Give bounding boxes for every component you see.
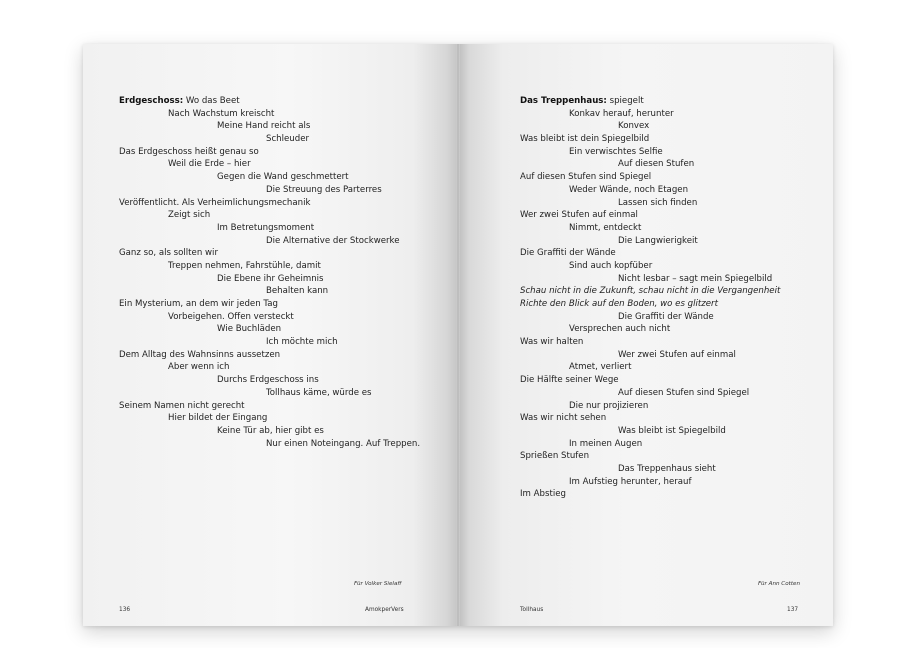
poem-line	[520, 209, 780, 222]
poem-line-text: Aber wenn ich	[168, 362, 230, 373]
poem-line	[119, 146, 420, 159]
poem-line	[520, 488, 780, 501]
open-book	[83, 44, 833, 626]
poem-line-text: Die Graffiti der Wände	[618, 311, 714, 322]
poem-line	[520, 361, 780, 374]
poem-line	[119, 108, 420, 121]
poem-line	[520, 349, 780, 362]
poem-line	[119, 323, 420, 336]
poem-line-text: Die Graffiti der Wände	[520, 248, 616, 259]
poem-line	[520, 222, 780, 235]
section-heading: Das Treppenhaus:	[520, 96, 607, 106]
poem-line	[119, 120, 420, 133]
poem-line-text: Auf diesen Stufen	[618, 159, 695, 170]
poem-line	[520, 425, 780, 438]
poem-line-text: Die nur projizieren	[569, 400, 649, 411]
poem-line	[520, 95, 780, 108]
poem-line-text: Die Ebene ihr Geheimnis	[217, 273, 324, 284]
poem-line	[119, 349, 420, 362]
left-page	[83, 44, 458, 626]
poem-line-text: Wer zwei Stufen auf einmal	[618, 349, 736, 360]
dedication: Für Ann Cotten	[758, 581, 801, 587]
poem-line	[119, 133, 420, 146]
poem-line-text: Schau nicht in die Zukunft, schau nicht in die Vergangenheit	[520, 286, 781, 297]
poem-line-text: Was bleibt ist Spiegelbild	[618, 425, 726, 436]
poem-line-text: Konkav herauf, herunter	[569, 108, 674, 119]
poem-line-text: Die Langwierigkeit	[618, 235, 698, 246]
poem-line-text: Weder Wände, noch Etagen	[569, 184, 689, 195]
poem-line	[119, 197, 420, 210]
poem-line	[520, 412, 780, 425]
poem-line-text: Keine Tür ab, hier gibt es	[217, 425, 324, 436]
poem-line	[520, 438, 780, 451]
poem-line	[119, 361, 420, 374]
poem-line-text: Durchs Erdgeschoss ins	[217, 375, 319, 386]
poem-line	[520, 298, 780, 311]
poem-line-text: Was wir halten	[520, 337, 584, 348]
poem-line	[520, 323, 780, 336]
poem-line	[119, 425, 420, 438]
poem-line-text: Im Aufstieg herunter, herauf	[569, 476, 692, 487]
poem-line-text: Richte den Blick auf den Boden, wo es glitzert	[520, 299, 718, 309]
poem-line-text: Ein Mysterium, an dem wir jeden Tag	[119, 299, 278, 309]
poem-line-text: Dem Alltag des Wahnsinns aussetzen	[119, 349, 281, 360]
poem-line-text: Wie Buchläden	[217, 324, 282, 335]
poem-line-text: Konvex	[618, 121, 650, 132]
poem-line	[119, 235, 420, 248]
poem-line	[520, 197, 780, 210]
poem-line-text: Was wir nicht sehen	[520, 413, 607, 424]
poem-line	[520, 463, 780, 476]
poem-line	[520, 108, 780, 121]
poem-line-text: Die Streuung des Parterres	[266, 184, 382, 195]
poem-line-text: Zeigt sich	[168, 210, 211, 221]
poem-line	[520, 450, 780, 463]
poem-line	[119, 298, 420, 311]
poem-erdgeschoss	[119, 95, 420, 450]
poem-line-text: Die Alternative der Stockwerke	[266, 235, 400, 246]
right-page	[458, 44, 833, 626]
page-number: 136	[119, 607, 131, 613]
poem-treppenhaus	[520, 95, 780, 501]
poem-line-text: Tollhaus käme, würde es	[266, 387, 372, 398]
poem-line-text: Seinem Namen nicht gerecht	[119, 400, 245, 411]
poem-line	[520, 158, 780, 171]
poem-line-text: Nach Wachstum kreischt	[168, 108, 275, 119]
poem-line-text: Nur einen Noteingang. Auf Treppen.	[266, 438, 421, 449]
poem-line	[119, 285, 420, 298]
poem-line-text: Nimmt, entdeckt	[569, 222, 642, 233]
poem-line-text: Lassen sich finden	[618, 197, 698, 208]
poem-line	[520, 120, 780, 133]
poem-line	[119, 311, 420, 324]
poem-line-text: In meinen Augen	[569, 438, 643, 449]
book-spine	[456, 44, 460, 626]
poem-line	[520, 311, 780, 324]
poem-line-text: Gegen die Wand geschmettert	[217, 172, 349, 183]
poem-line-text: Ganz so, als sollten wir	[119, 248, 218, 259]
poem-line-text: Wo das Beet	[183, 96, 240, 106]
poem-line-text: Hier bildet der Eingang	[168, 413, 268, 424]
poem-line-text: Weil die Erde – hier	[168, 159, 251, 170]
poem-line	[520, 146, 780, 159]
poem-line	[119, 260, 420, 273]
poem-line	[119, 184, 420, 197]
poem-line-text: Schleuder	[266, 134, 310, 145]
poem-line-text: Auf diesen Stufen sind Spiegel	[618, 387, 750, 398]
poem-line	[520, 285, 780, 298]
poem-line-text: Meine Hand reicht als	[217, 121, 311, 132]
poem-line	[520, 235, 780, 248]
poem-line-text: Die Hälfte seiner Wege	[520, 375, 619, 386]
poem-line-text: Im Abstieg	[520, 489, 566, 500]
poem-line	[119, 387, 420, 400]
poem-line	[520, 387, 780, 400]
poem-line	[119, 412, 420, 425]
poem-line-text: Wer zwei Stufen auf einmal	[520, 210, 638, 221]
poem-line	[119, 247, 420, 260]
poem-line-text: Nicht lesbar – sagt mein Spiegelbild	[618, 273, 773, 284]
poem-line-text: Versprechen auch nicht	[569, 324, 671, 335]
running-head: AmokperVers	[365, 607, 404, 613]
poem-line-text: Treppen nehmen, Fahrstühle, damit	[168, 260, 321, 271]
poem-line	[119, 209, 420, 222]
poem-line	[520, 374, 780, 387]
poem-line-text: Ein verwischtes Selfie	[569, 146, 663, 157]
poem-line	[520, 336, 780, 349]
poem-line-text: Sind auch kopfüber	[569, 260, 653, 271]
poem-line	[520, 247, 780, 260]
poem-line	[520, 273, 780, 286]
poem-line	[119, 336, 420, 349]
poem-line-text: Veröffentlicht. Als Verheimlichungsmechanik	[119, 197, 311, 208]
poem-line-text: spiegelt	[606, 96, 644, 106]
dedication: Für Volker Sielaff	[354, 581, 402, 587]
poem-line	[119, 438, 420, 451]
poem-line-text: Ich möchte mich	[266, 337, 338, 348]
poem-line-text: Sprießen Stufen	[520, 451, 590, 462]
poem-line	[119, 158, 420, 171]
poem-line-text: Behalten kann	[266, 286, 329, 297]
page-number: 137	[787, 607, 799, 613]
poem-line	[520, 260, 780, 273]
poem-line-text: Atmet, verliert	[569, 362, 632, 373]
poem-line	[520, 171, 780, 184]
poem-line-text: Das Treppenhaus sieht	[618, 463, 716, 474]
running-head: Tollhaus	[520, 607, 544, 613]
poem-line	[520, 184, 780, 197]
poem-line-text: Das Erdgeschoss heißt genau so	[119, 146, 259, 157]
poem-line	[520, 400, 780, 413]
poem-line	[119, 222, 420, 235]
poem-line-text: Was bleibt ist dein Spiegelbild	[520, 134, 650, 145]
poem-line-text: Vorbeigehen. Offen versteckt	[168, 311, 294, 322]
poem-line	[119, 95, 420, 108]
poem-line	[119, 171, 420, 184]
poem-line	[520, 476, 780, 489]
poem-line-text: Im Betretungsmoment	[217, 222, 315, 233]
section-heading: Erdgeschoss:	[119, 96, 184, 106]
poem-line	[119, 273, 420, 286]
poem-line-text: Auf diesen Stufen sind Spiegel	[520, 172, 652, 183]
poem-line	[119, 374, 420, 387]
poem-line	[520, 133, 780, 146]
poem-line	[119, 400, 420, 413]
